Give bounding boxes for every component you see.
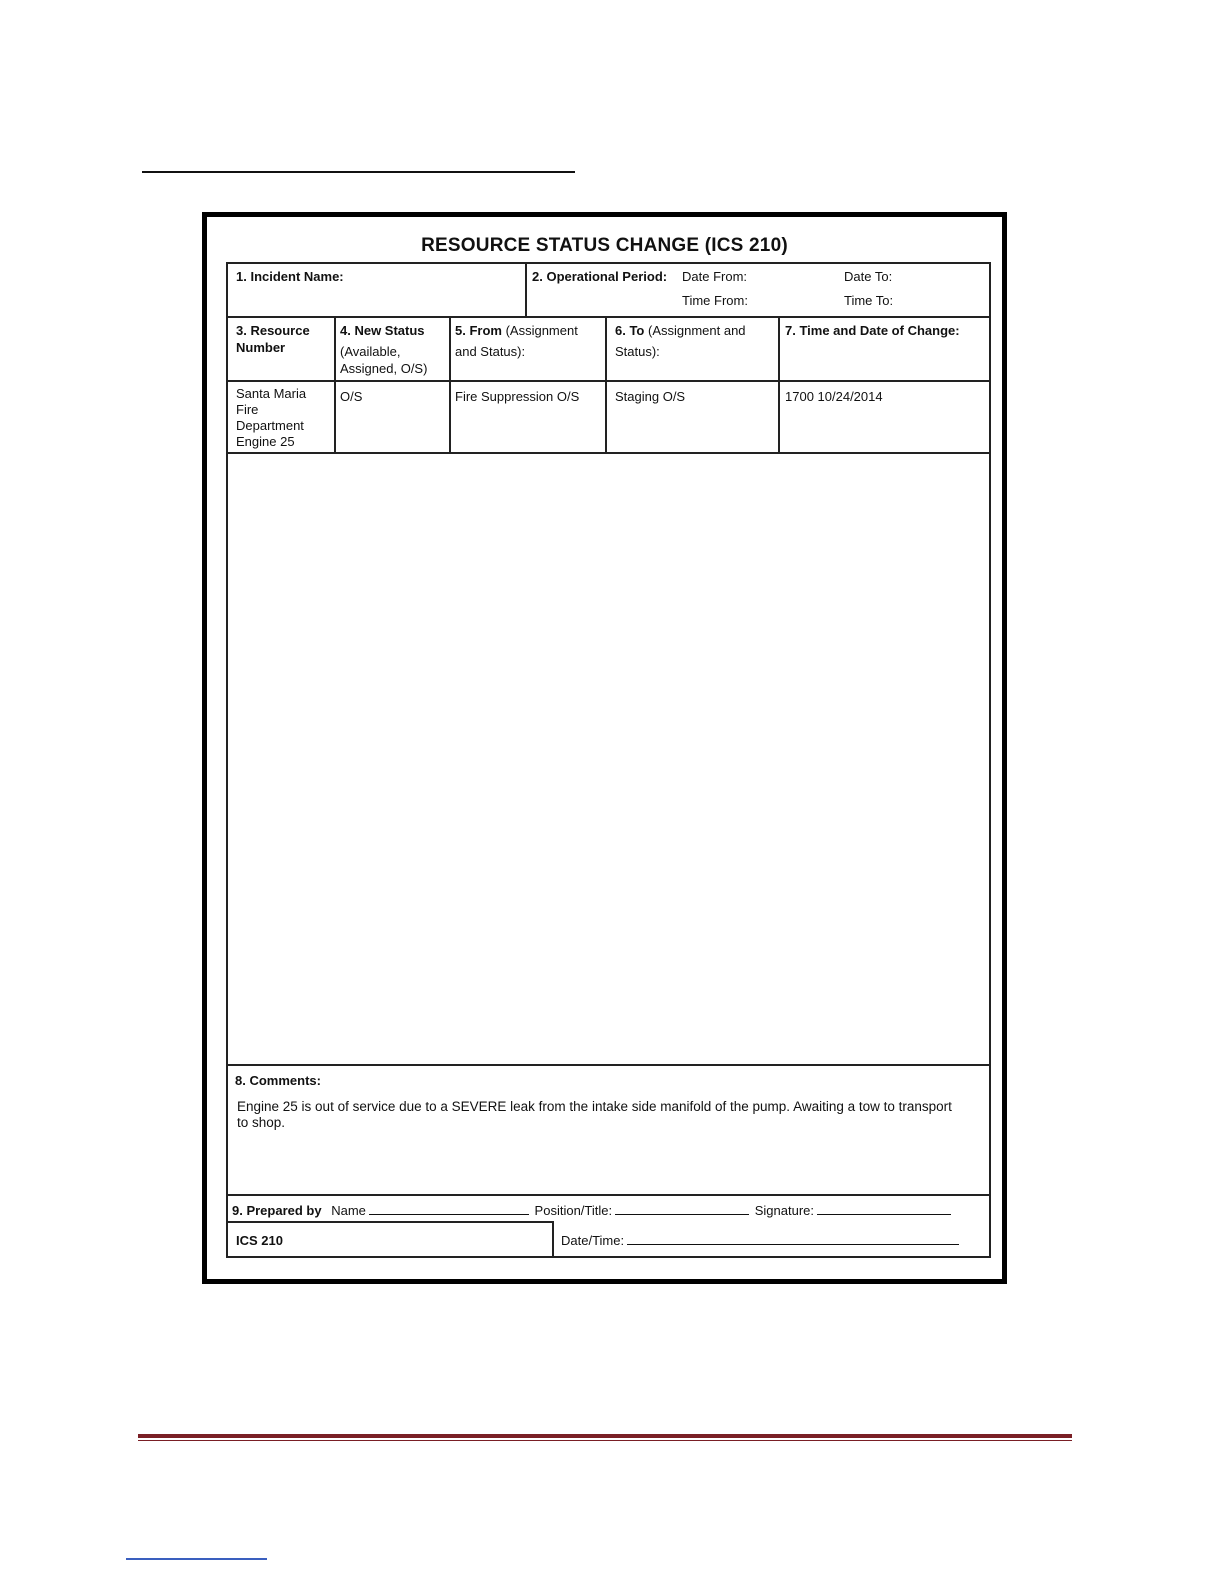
header-from <box>455 322 578 360</box>
header-to-bold: 6. To <box>615 323 645 338</box>
header-from-line1: (Assignment <box>501 323 578 338</box>
header-to-line1: (Assignment and <box>644 323 746 338</box>
comments-label: 8. Comments: <box>235 1073 321 1088</box>
column-divider-4 <box>778 316 780 454</box>
name-blank[interactable] <box>369 1203 529 1215</box>
form-id-label: ICS 210 <box>236 1233 283 1248</box>
header-new-status <box>340 322 427 377</box>
cell-resource-line3: Department <box>236 418 304 433</box>
bottom-rule-thick <box>138 1434 1072 1438</box>
datetime-label: Date/Time: <box>561 1233 625 1248</box>
cell-to: Staging O/S <box>615 389 686 404</box>
date-from-label: Date From: <box>682 269 748 284</box>
cell-new-status: O/S <box>340 389 363 404</box>
column-divider-2 <box>449 316 451 454</box>
header-time-date: 7. Time and Date of Change: <box>785 323 960 338</box>
header-resource-number <box>236 322 310 356</box>
header-from-line2: and Status): <box>455 344 526 359</box>
position-blank[interactable] <box>615 1203 749 1215</box>
signature-blank[interactable] <box>817 1203 951 1215</box>
prepared-by-label: 9. Prepared by <box>232 1203 322 1218</box>
header-new-status-line3: Assigned, O/S) <box>340 361 428 376</box>
divider-form-id-right <box>552 1221 554 1256</box>
form-title: RESOURCE STATUS CHANGE (ICS 210) <box>421 235 788 256</box>
divider-comments-top <box>228 1064 989 1066</box>
header-resource-number-line1: 3. Resource <box>236 323 310 338</box>
header-resource-number-line2: Number <box>236 340 286 355</box>
ics-210-form <box>226 262 991 1258</box>
cell-time-date: 1700 10/24/2014 <box>785 389 883 404</box>
divider-form-id-top <box>228 1221 552 1223</box>
date-to-label: Date To: <box>844 269 893 284</box>
position-title-label: Position/Title: <box>534 1203 613 1218</box>
bottom-rule-thin <box>138 1440 1072 1441</box>
form-image-frame <box>202 212 1007 1284</box>
header-to <box>615 322 746 360</box>
header-to-line2: Status): <box>615 344 660 359</box>
cell-resource-number <box>236 386 331 450</box>
top-title-rule <box>142 171 575 173</box>
divider-row-bottom <box>228 452 989 454</box>
header-from-bold: 5. From <box>455 323 502 338</box>
cell-from: Fire Suppression O/S <box>455 389 580 404</box>
footnote-rule <box>126 1558 267 1560</box>
divider-header-bottom <box>228 380 989 382</box>
datetime-row <box>561 1232 959 1249</box>
datetime-blank[interactable] <box>627 1233 959 1245</box>
cell-resource-line2: Fire <box>236 402 259 417</box>
incident-name-label: 1. Incident Name: <box>236 269 344 284</box>
comments-text: Engine 25 is out of service due to a SEVERE leak from the intake side manifold of the pump. Awaiting a tow to transport to shop. <box>237 1099 952 1130</box>
name-label: Name <box>331 1203 366 1218</box>
signature-label: Signature: <box>754 1203 814 1218</box>
column-divider-3 <box>605 316 607 454</box>
prepared-by-row <box>232 1202 951 1219</box>
header-new-status-line2: (Available, <box>340 344 401 359</box>
cell-resource-line1: Santa Maria <box>236 386 307 401</box>
operational-period-label: 2. Operational Period: <box>532 269 668 284</box>
divider-header-top <box>228 316 989 318</box>
time-to-label: Time To: <box>844 293 894 308</box>
time-from-label: Time From: <box>682 293 748 308</box>
divider-prepared-top <box>228 1194 989 1196</box>
column-divider-1 <box>334 316 336 454</box>
divider-incident-period <box>525 264 527 316</box>
header-new-status-line1: 4. New Status <box>340 323 425 338</box>
cell-resource-line4: Engine 25 <box>236 434 295 449</box>
